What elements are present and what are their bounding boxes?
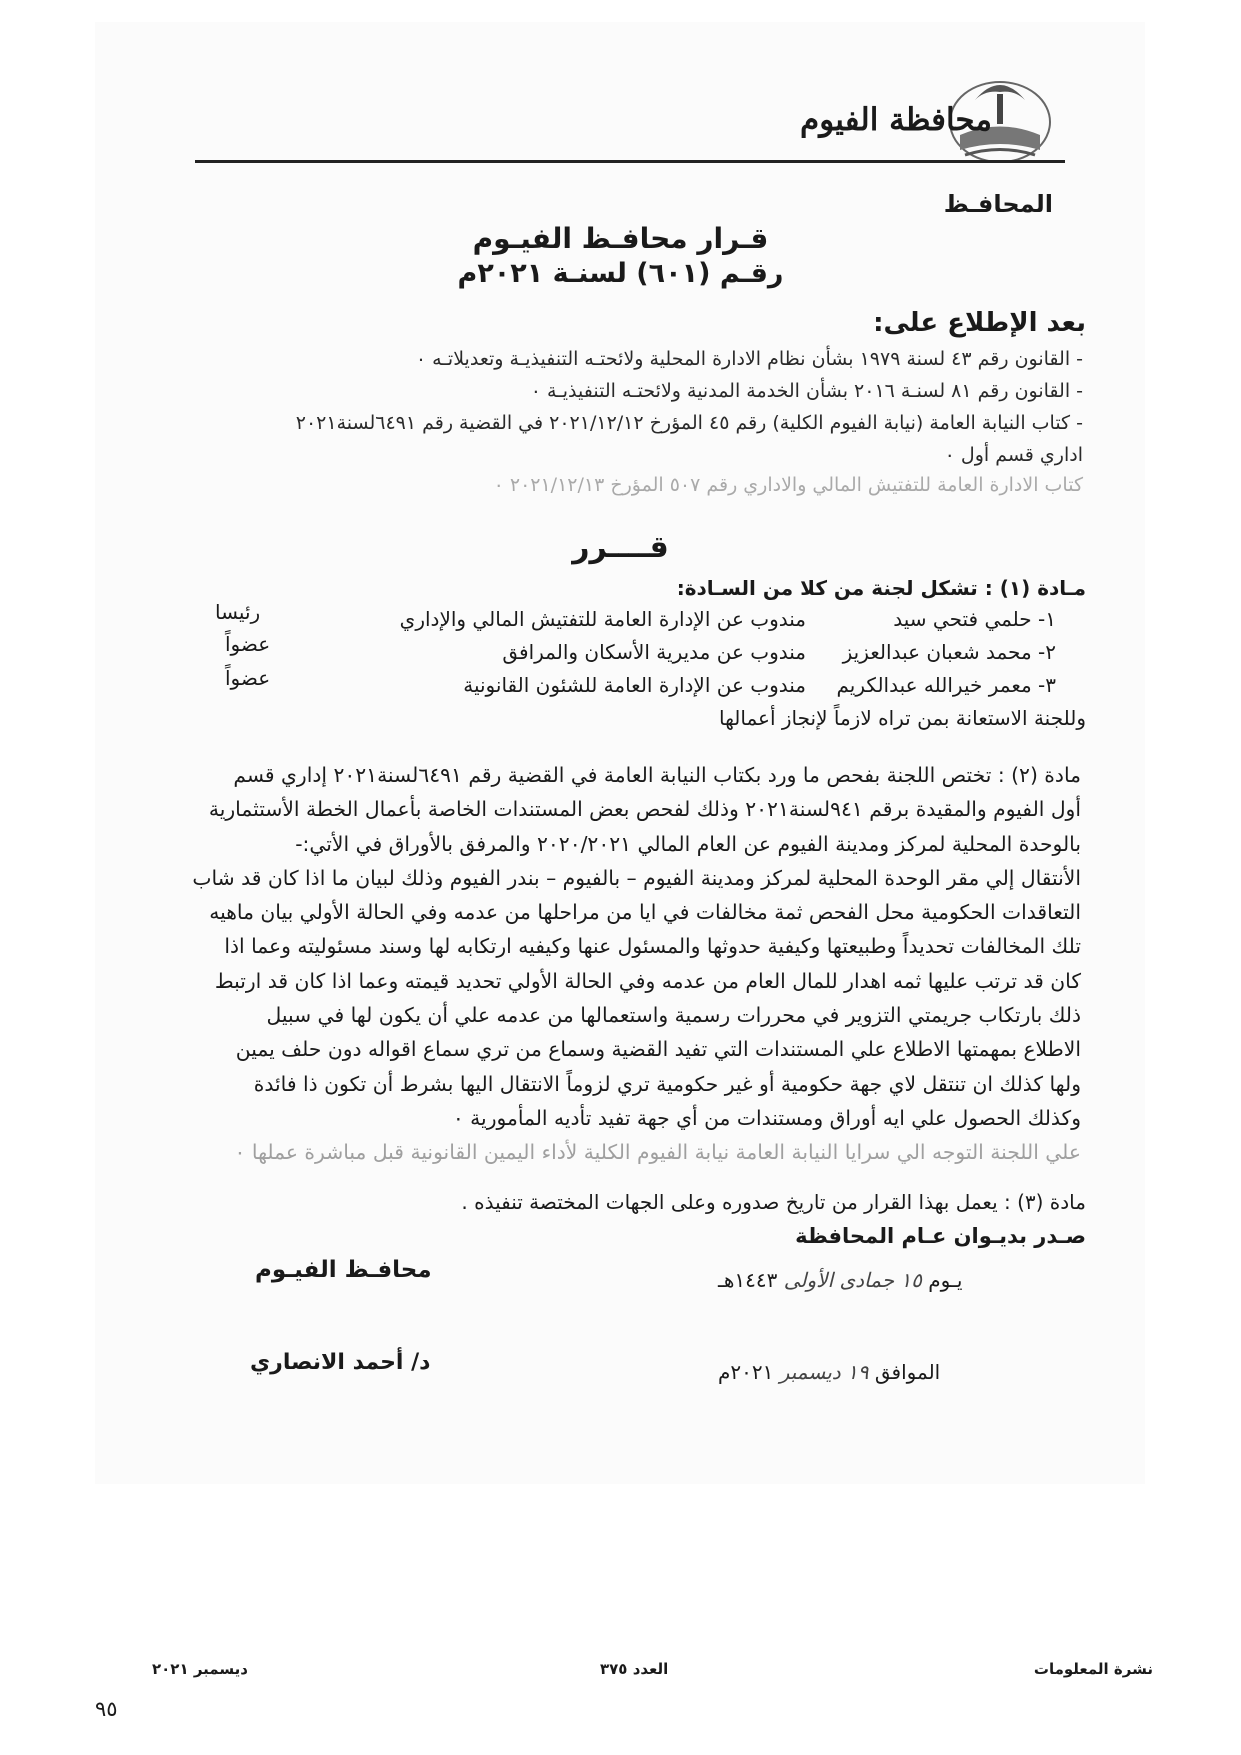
- member-delegate: مندوب عن مديرية الأسكان والمرافق: [502, 640, 806, 664]
- hijri-year: ١٤٤٣هـ: [718, 1268, 778, 1292]
- decree-title: قـرار محافـظ الفيـوم: [472, 222, 769, 255]
- article-2-line: تلك المخالفات تحديداً وطبيعتها وكيفية حدوثها والمسئول عنها وكيفيه ارتكابه لها وسند مسئوليته وعما اذا: [224, 934, 1081, 959]
- decision-heading: قــــرر: [572, 530, 669, 565]
- member-role: رئيسا: [215, 600, 261, 624]
- header-rule: [195, 160, 1065, 163]
- gregorian-handwritten-day: ١٩ ديسمبر: [779, 1360, 869, 1384]
- article-2-line: كان قد ترتب عليها ثمه اهدار للمال العام من عدمه وفي الحالة الأولي تحديد قيمته وعما اذا كان قد ارتبط: [214, 968, 1081, 993]
- footer-issue: العدد ٣٧٥: [600, 1660, 669, 1678]
- issued-at: صـدر بديـوان عـام المحافظة: [795, 1224, 1086, 1248]
- hijri-date: [718, 1268, 962, 1292]
- member-name: ١- حلمي فتحي سيد: [893, 607, 1056, 631]
- footer-month: ديسمبر ٢٠٢١: [152, 1660, 248, 1678]
- hijri-handwritten-day: ١٥ جمادى الأولى: [783, 1268, 922, 1292]
- article-2-line: الأنتقال إلي مقر الوحدة المحلية لمركز ومدينة الفيوم – بالفيوم – بندر الفيوم وذلك لبيان ما اذا كان قد شاب: [192, 865, 1081, 890]
- article-2-line: الاطلاع بمهمتها الاطلاع علي المستندات التي تفيد القضية وسماع من تري سماع اقواله دون حلف يمين: [235, 1037, 1081, 1062]
- article-1-heading: مـادة (١) : تشكل لجنة من كلا من السـادة:: [676, 576, 1086, 600]
- hijri-prefix: يـوم: [928, 1268, 963, 1292]
- article-2-line: مادة (٢) : تختص اللجنة بفحص ما ورد بكتاب النيابة العامة في القضية رقم ٦٤٩١لسنة٢٠٢١ إداري قسم: [233, 763, 1081, 787]
- article-2-line: وكذلك الحصول علي ايه أوراق ومستندات من أي جهة تفيد تأديه المأمورية ٠: [452, 1105, 1081, 1130]
- reference-line: - القانون رقم ٤٣ لسنة ١٩٧٩ بشأن نظام الادارة المحلية ولائحتـه التنفيذيـة وتعديلاتـه ٠: [415, 348, 1083, 370]
- gregorian-year: ٢٠٢١م: [718, 1360, 774, 1384]
- after-review-heading: بعد الإطلاع على:: [873, 308, 1086, 338]
- committee-note: وللجنة الاستعانة بمن تراه لازماً لإنجاز أعمالها: [718, 706, 1086, 730]
- gregorian-date: [718, 1360, 940, 1384]
- article-2-line: أول الفيوم والمقيدة برقم ٩٤١لسنة٢٠٢١ وذلك لفحص بعض المستندات الخاصة بأعمال الخطة الأستثمارية: [208, 797, 1081, 822]
- decree-number: رقـم (٦٠١) لسنـة ٢٠٢١م: [457, 258, 784, 289]
- governorate-name: محافظة الفيوم: [800, 102, 993, 138]
- footer-publication: نشرة المعلومات: [1033, 1660, 1153, 1678]
- reference-line: - كتاب النيابة العامة (نيابة الفيوم الكلية) رقم ٤٥ المؤرخ ٢٠٢١/١٢/١٢ في القضية رقم ٦٤٩١لسنة٢٠٢١: [295, 412, 1083, 434]
- office-label: المحافـظ: [943, 190, 1053, 218]
- member-delegate: مندوب عن الإدارة العامة للشئون القانونية: [463, 673, 806, 697]
- article-2-line: بالوحدة المحلية لمركز ومدينة الفيوم عن العام المالي ٢٠٢٠/٢٠٢١ والمرفق بالأوراق في الأتي:-: [295, 831, 1081, 856]
- member-role: عضواً: [225, 632, 271, 656]
- member-name: ٣- معمر خيرالله عبدالكريم: [836, 673, 1056, 697]
- article-2-line: التعاقدات الحكومية محل الفحص ثمة مخالفات في ايا من مراحلها من عدمه وفي الحالة الأولي بيان ماهيه: [209, 900, 1081, 925]
- page-number: ٩٥: [95, 1697, 118, 1721]
- member-delegate: مندوب عن الإدارة العامة للتفتيش المالي والإداري: [399, 607, 806, 631]
- reference-line: اداري قسم أول ٠: [944, 444, 1083, 466]
- article-2-line: ذلك بارتكاب جريمتي التزوير في محررات رسمية واستعمالها من عدمه علي أن يكون لها في سبيل: [266, 1003, 1081, 1028]
- article-2-line: علي اللجنة التوجه الي سرايا النيابة العامة نيابة الفيوم الكلية لأداء اليمين القانونية قبل مباشرة عملها ٠: [234, 1140, 1081, 1165]
- article-2-line: ولها كذلك ان تنتقل لاي جهة حكومية أو غير حكومية تري لزوماً الانتقال اليها بشرط أن تكون ذا فائدة: [253, 1071, 1081, 1096]
- article-2-body: [136, 758, 1081, 1170]
- reference-line: كتاب الادارة العامة للتفتيش المالي والاداري رقم ٥٠٧ المؤرخ ٢٠٢١/١٢/١٣ ٠: [493, 474, 1083, 496]
- article-3: مادة (٣) : يعمل بهذا القرار من تاريخ صدوره وعلى الجهات المختصة تنفيذه .: [461, 1190, 1086, 1214]
- reference-line: - القانون رقم ٨١ لسنـة ٢٠١٦ بشأن الخدمة المدنية ولائحتـه التنفيذيـة ٠: [530, 380, 1083, 402]
- signature-name: د/ أحمد الانصاري: [250, 1350, 431, 1375]
- signature-title: محافـظ الفيـوم: [255, 1257, 432, 1283]
- gregorian-prefix: الموافق: [874, 1360, 941, 1384]
- member-role: عضواً: [225, 666, 271, 690]
- member-name: ٢- محمد شعبان عبدالعزيز: [842, 640, 1056, 664]
